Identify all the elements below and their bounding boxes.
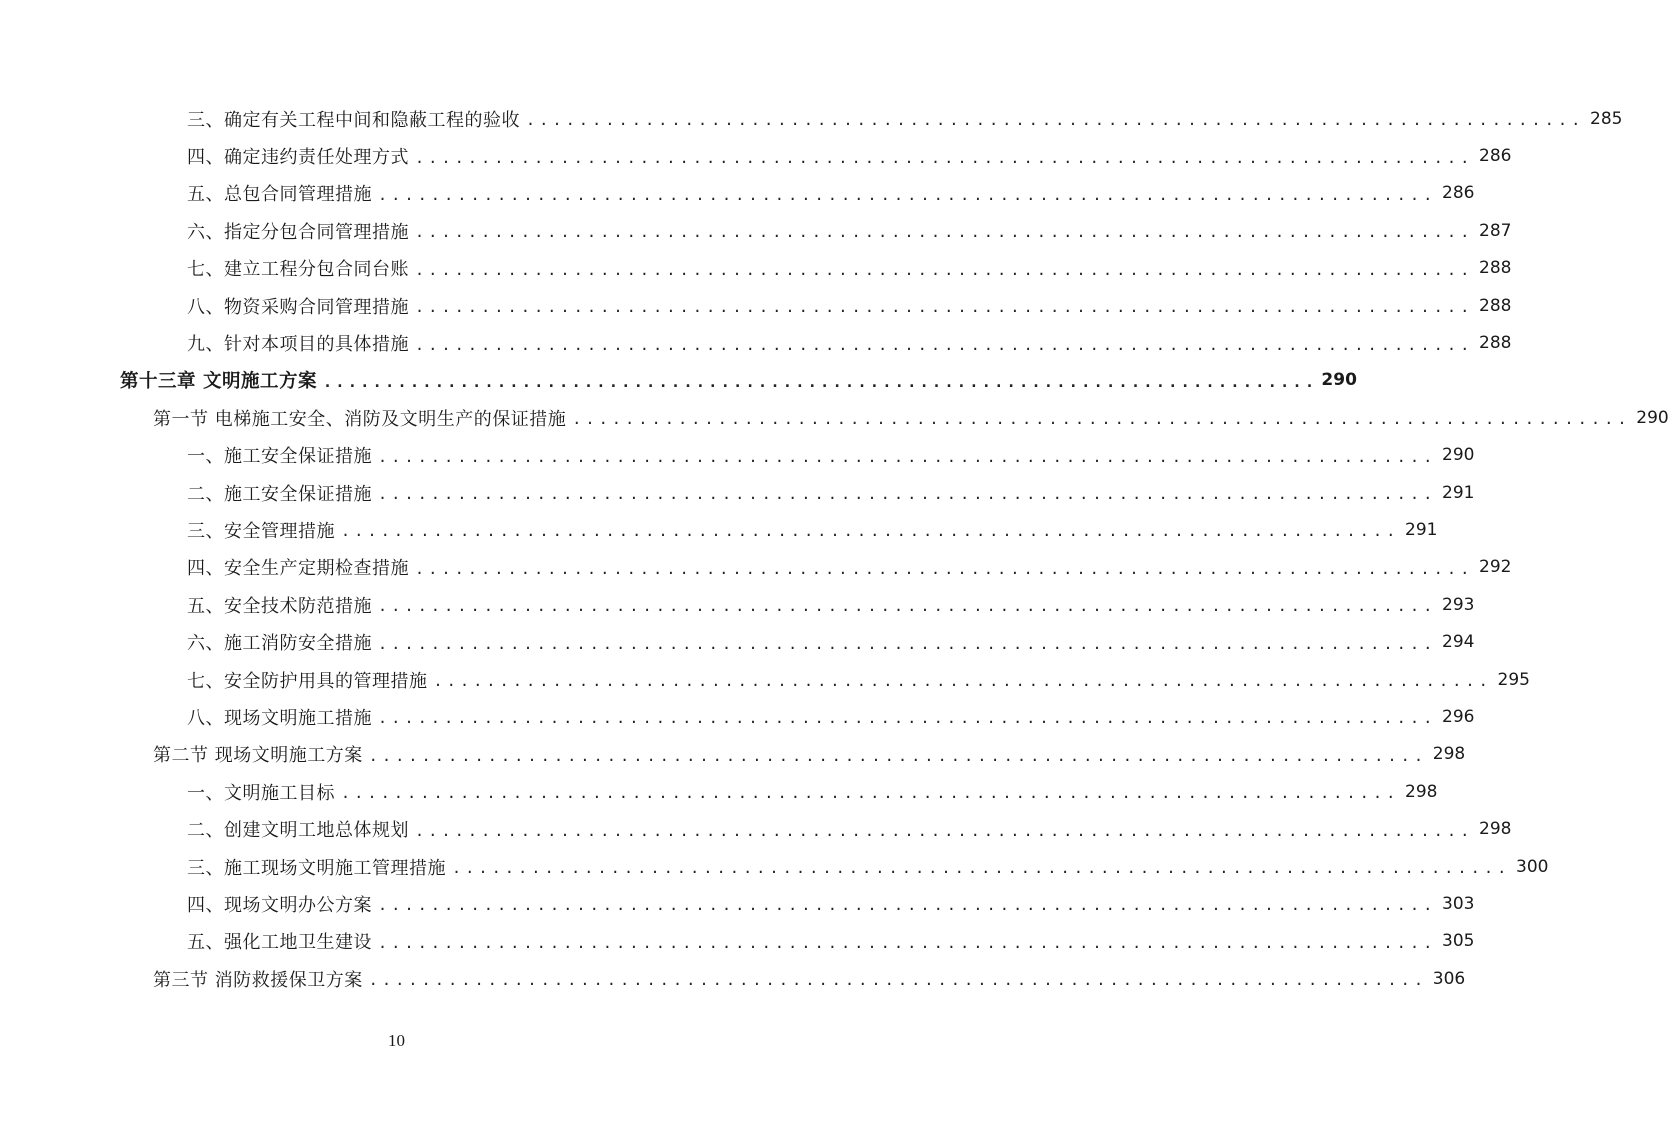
toc-subsection-entry[interactable] <box>0 586 1475 623</box>
toc-entry-page-number: 291 <box>1442 482 1475 503</box>
toc-subsection-entry[interactable] <box>0 810 1512 847</box>
dot-leader: ................................................................................ <box>341 784 1400 803</box>
toc-entry-page-number: 290 <box>1321 370 1357 391</box>
toc-entry-page-number: 290 <box>1442 445 1475 466</box>
dot-leader: ................................................................................ <box>368 971 1428 990</box>
dot-leader: ................................................................................ <box>378 933 1437 952</box>
toc-subsection-entry[interactable] <box>0 549 1512 586</box>
toc-subsection-entry[interactable] <box>0 698 1475 735</box>
page-number: 10 <box>388 1031 405 1050</box>
toc-subsection-entry[interactable] <box>0 661 1530 698</box>
dot-leader: ................................................................................ <box>378 485 1437 504</box>
toc-entry-label: 三、施工现场文明施工管理措施 <box>187 857 446 879</box>
dot-leader: ................................................................................ <box>378 709 1437 728</box>
toc-entry-label: 六、指定分包合同管理措施 <box>187 221 409 243</box>
toc-entry-page-number: 300 <box>1516 856 1549 877</box>
toc-entry-label: 五、总包合同管理措施 <box>187 184 372 206</box>
toc-subsection-entry[interactable] <box>0 100 1623 137</box>
dot-leader: ................................................................................ <box>378 447 1437 466</box>
dot-leader: ................................................................................ <box>378 597 1437 616</box>
toc-entry-label: 四、安全生产定期检查措施 <box>187 558 409 580</box>
toc-entry-page-number: 294 <box>1442 632 1475 653</box>
toc-subsection-entry[interactable] <box>0 848 1549 885</box>
toc-subsection-entry[interactable] <box>0 773 1438 810</box>
toc-entry-page-number: 286 <box>1479 146 1512 167</box>
toc-entry-page-number: 288 <box>1479 333 1512 354</box>
dot-leader: ................................................................................ <box>378 634 1437 653</box>
toc-entry-page-number: 292 <box>1479 557 1512 578</box>
toc-entry-page-number: 295 <box>1497 669 1530 690</box>
dot-leader: ................................................................................ <box>415 223 1474 242</box>
toc-subsection-entry[interactable] <box>0 250 1512 287</box>
toc-subsection-entry[interactable] <box>0 623 1475 660</box>
dot-leader: ................................................................................ <box>572 410 1631 429</box>
dot-leader: ................................................................................ <box>341 522 1400 541</box>
toc-entry-label: 八、现场文明施工措施 <box>187 707 372 729</box>
toc-entry-label: 五、安全技术防范措施 <box>187 595 372 617</box>
toc-entry-label: 六、施工消防安全措施 <box>187 633 372 655</box>
toc-entry-page-number: 291 <box>1405 519 1438 540</box>
toc-entry-page-number: 290 <box>1636 407 1669 428</box>
toc-entry-label: 二、施工安全保证措施 <box>187 483 372 505</box>
toc-section-entry[interactable] <box>0 960 1466 997</box>
toc-entry-label: 三、确定有关工程中间和隐蔽工程的验收 <box>187 109 520 131</box>
toc-entry-label: 第三节 消防救援保卫方案 <box>153 969 363 991</box>
toc-section-entry[interactable] <box>0 736 1466 773</box>
toc-entry-label: 四、现场文明办公方案 <box>187 894 372 916</box>
dot-leader: ................................................................................ <box>452 859 1511 877</box>
dot-leader: ................................................................................ <box>415 335 1474 354</box>
table-of-contents <box>0 100 1669 997</box>
toc-entry-page-number: 293 <box>1442 594 1475 615</box>
toc-chapter-entry[interactable] <box>0 362 1357 399</box>
dot-leader: ................................................................................ <box>415 260 1474 279</box>
toc-entry-page-number: 287 <box>1479 220 1512 241</box>
toc-entry-page-number: 306 <box>1432 968 1466 989</box>
toc-subsection-entry[interactable] <box>0 137 1512 174</box>
toc-entry-label: 第十三章 文明施工方案 <box>120 371 317 393</box>
dot-leader: ................................................................................ <box>378 896 1437 915</box>
toc-entry-label: 一、文明施工目标 <box>187 782 335 804</box>
toc-entry-page-number: 286 <box>1442 183 1475 204</box>
dot-leader: ................................................................................ <box>415 559 1474 578</box>
toc-entry-page-number: 288 <box>1479 295 1512 316</box>
toc-subsection-entry[interactable] <box>0 212 1512 249</box>
toc-entry-label: 四、确定违约责任处理方式 <box>187 147 409 169</box>
toc-entry-label: 二、创建文明工地总体规划 <box>187 820 409 842</box>
toc-subsection-entry[interactable] <box>0 324 1512 361</box>
toc-entry-page-number: 298 <box>1432 744 1466 765</box>
toc-entry-label: 七、建立工程分包合同台账 <box>187 259 409 281</box>
toc-subsection-entry[interactable] <box>0 175 1475 212</box>
toc-entry-label: 七、安全防护用具的管理措施 <box>187 670 428 692</box>
toc-subsection-entry[interactable] <box>0 885 1475 922</box>
toc-subsection-entry[interactable] <box>0 511 1438 548</box>
dot-leader: ................................................................................ <box>415 821 1474 840</box>
dot-leader: ................................................................................ <box>433 672 1492 691</box>
toc-entry-page-number: 303 <box>1442 893 1475 914</box>
dot-leader: ................................................................................ <box>322 372 1318 391</box>
toc-entry-label: 第二节 现场文明施工方案 <box>153 745 363 767</box>
toc-entry-page-number: 298 <box>1405 781 1438 802</box>
dot-leader: ................................................................................ <box>415 298 1474 317</box>
toc-entry-page-number: 288 <box>1479 258 1512 279</box>
dot-leader: ................................................................................ <box>378 185 1437 204</box>
toc-entry-label: 一、施工安全保证措施 <box>187 446 372 468</box>
toc-entry-page-number: 298 <box>1479 819 1512 840</box>
toc-entry-label: 八、物资采购合同管理措施 <box>187 296 409 318</box>
toc-subsection-entry[interactable] <box>0 287 1512 324</box>
dot-leader: ................................................................................ <box>415 148 1474 167</box>
toc-entry-page-number: 285 <box>1590 108 1623 129</box>
toc-subsection-entry[interactable] <box>0 437 1475 474</box>
toc-entry-page-number: 305 <box>1442 931 1475 952</box>
toc-subsection-entry[interactable] <box>0 923 1475 960</box>
toc-entry-page-number: 296 <box>1442 706 1475 727</box>
toc-entry-label: 第一节 电梯施工安全、消防及文明生产的保证措施 <box>153 408 567 430</box>
toc-entry-label: 五、强化工地卫生建设 <box>187 932 372 954</box>
toc-subsection-entry[interactable] <box>0 474 1475 511</box>
toc-entry-label: 三、安全管理措施 <box>187 520 335 542</box>
dot-leader: ................................................................................ <box>368 746 1428 765</box>
toc-entry-label: 九、针对本项目的具体措施 <box>187 334 409 356</box>
toc-section-entry[interactable] <box>0 399 1669 436</box>
dot-leader: ................................................................................ <box>526 111 1585 130</box>
